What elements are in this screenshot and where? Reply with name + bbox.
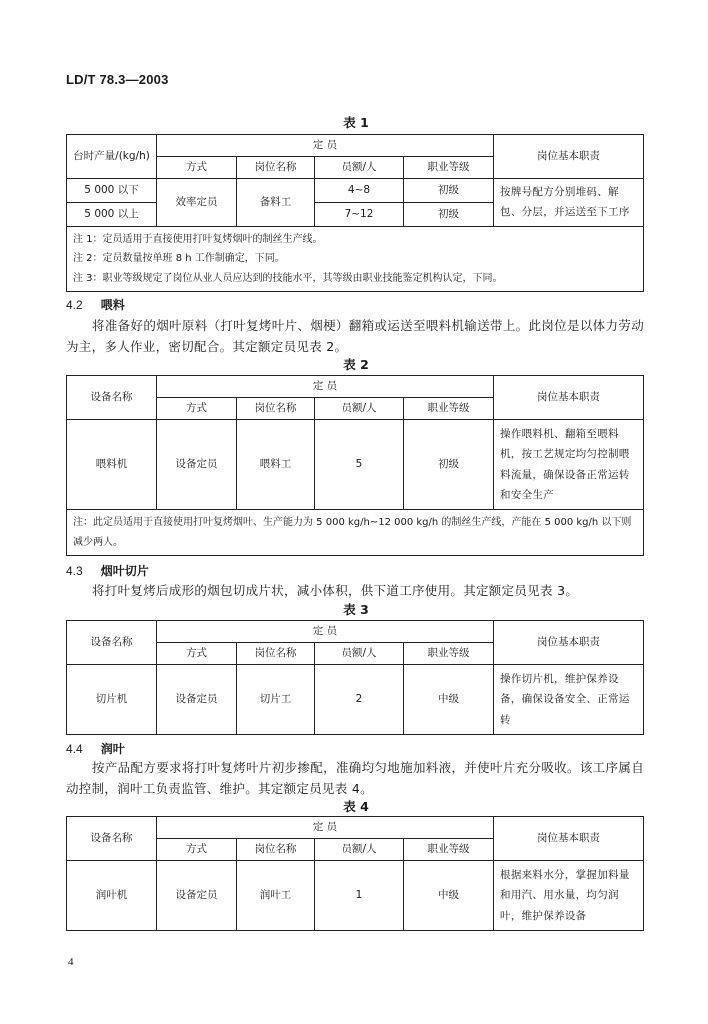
table-1-note-3: 注 3：职业等级规定了岗位从业人员应达到的技能水平，其等级由职业技能鉴定机构认定，下同。 (73, 272, 503, 284)
section-4-4-title: 润叶 (100, 742, 125, 756)
section-4-2-title: 喂料 (100, 298, 125, 312)
table-2-method-header: 方式 (157, 398, 237, 420)
table-1-note-1: 注 1：定员适用于直接使用打叶复烤烟叶的制丝生产线。 (73, 233, 323, 245)
table-2 (66, 375, 644, 556)
table-1-duty-header: 岗位基本职责 (494, 135, 644, 179)
section-4-2-number: 4.2 (66, 298, 83, 312)
table-2-device-header: 设备名称 (67, 376, 157, 420)
section-4-2-text: 将准备好的烟叶原料（打叶复烤叶片、烟梗）翻箱或运送至喂料机输送带上。此岗位是以体力劳动为主，多人作业，密切配合。其定额定员见表 2。 (66, 318, 644, 354)
table-row-method: 设备定员 (157, 665, 237, 735)
table-3-title: 表 3 (343, 602, 369, 617)
table-1-notes (67, 226, 644, 292)
table-4-position-header: 岗位名称 (237, 839, 315, 861)
table-1-method-header: 方式 (157, 157, 237, 179)
table-row-position: 切片工 (237, 665, 315, 735)
table-row-duty: 操作切片机，维护保养设备，确保设备安全、正常运转 (494, 665, 644, 735)
table-row-output: 5 000 以下 (67, 179, 157, 203)
table-row-quota: 7~12 (315, 202, 404, 226)
table-4-quota-header: 定 员 (157, 817, 494, 839)
table-1-note-2: 注 2：定员数量按单班 8 h 工作制确定，下同。 (73, 253, 285, 265)
table-row-grade: 初级 (404, 420, 494, 510)
table-1-title: 表 1 (343, 115, 369, 130)
table-row-output: 5 000 以上 (67, 202, 157, 226)
table-3-method-header: 方式 (157, 643, 237, 665)
table-row-device: 润叶机 (67, 861, 157, 931)
table-1-grade-header: 职业等级 (404, 157, 494, 179)
section-4-4-number: 4.4 (66, 742, 83, 756)
table-row-duty: 按牌号配方分别堆码、解包、分层，并运送至下工序 (494, 179, 644, 227)
table-row-device: 切片机 (67, 665, 157, 735)
table-row-duty: 根据来料水分，掌握加料量和用汽、用水量，均匀润叶，维护保养设备 (494, 861, 644, 931)
table-row-grade: 中级 (404, 861, 494, 931)
table-row-quota: 2 (315, 665, 404, 735)
table-3-quota-per-header: 员额/人 (315, 643, 404, 665)
table-4-title: 表 4 (343, 799, 369, 814)
section-4-3-number: 4.3 (66, 564, 83, 578)
table-2-quota-per-header: 员额/人 (315, 398, 404, 420)
table-2-title: 表 2 (343, 357, 369, 372)
table-3-device-header: 设备名称 (67, 621, 157, 665)
table-row-grade: 中级 (404, 665, 494, 735)
table-row-method: 设备定员 (157, 420, 237, 510)
table-row-duty: 操作喂料机、翻箱至喂料机，按工艺规定均匀控制喂料流量，确保设备正常运转和安全生产 (494, 420, 644, 510)
table-row-quota: 5 (315, 420, 404, 510)
standard-code: LD/T 78.3—2003 (66, 72, 169, 87)
table-row-grade: 初级 (404, 179, 494, 203)
table-row-device: 喂料机 (67, 420, 157, 510)
table-3 (66, 620, 644, 735)
table-4-device-header: 设备名称 (67, 817, 157, 861)
table-4-quota-per-header: 员额/人 (315, 839, 404, 861)
table-row-position: 润叶工 (237, 861, 315, 931)
table-row-quota: 4~8 (315, 179, 404, 203)
section-4-4-text: 按产品配方要求将打叶复烤叶片初步掺配，准确均匀地施加料液，并使叶片充分吸收。该工序属自动控制，润叶工负责监管、维护。其定额定员见表 4。 (66, 760, 644, 796)
table-1 (66, 134, 644, 292)
section-4-2-heading (66, 296, 125, 313)
table-2-position-header: 岗位名称 (237, 398, 315, 420)
page-number: 4 (68, 956, 74, 968)
table-2-note: 注：此定员适用于直接使用打叶复烤烟叶、生产能力为 5 000 kg/h~12 000 kg/h 的制丝生产线，产能在 5 000 kg/h 以下则减少两人。 (67, 510, 644, 556)
table-2-quota-header: 定 员 (157, 376, 494, 398)
table-row-method: 效率定员 (157, 179, 237, 227)
table-row-position: 喂料工 (237, 420, 315, 510)
table-4-method-header: 方式 (157, 839, 237, 861)
section-4-3-title: 烟叶切片 (100, 564, 149, 578)
table-row-method: 设备定员 (157, 861, 237, 931)
table-row-grade: 初级 (404, 202, 494, 226)
table-2-grade-header: 职业等级 (404, 398, 494, 420)
table-4-grade-header: 职业等级 (404, 839, 494, 861)
table-3-position-header: 岗位名称 (237, 643, 315, 665)
table-1-position-header: 岗位名称 (237, 157, 315, 179)
section-4-3-text: 将打叶复烤后成形的烟包切成片状，减小体积，供下道工序使用。其定额定员见表 3。 (92, 583, 579, 598)
table-1-output-header: 台时产量/(kg/h) (67, 135, 157, 179)
table-1-quota-per-header: 员额/人 (315, 157, 404, 179)
table-row-quota: 1 (315, 861, 404, 931)
table-3-grade-header: 职业等级 (404, 643, 494, 665)
table-4 (66, 816, 644, 931)
section-4-3-heading (66, 562, 149, 579)
table-row-position: 备料工 (237, 179, 315, 227)
table-1-quota-header: 定 员 (157, 135, 494, 157)
table-3-quota-header: 定 员 (157, 621, 494, 643)
table-4-duty-header: 岗位基本职责 (494, 817, 644, 861)
section-4-4-heading (66, 740, 125, 757)
table-3-duty-header: 岗位基本职责 (494, 621, 644, 665)
table-2-duty-header: 岗位基本职责 (494, 376, 644, 420)
